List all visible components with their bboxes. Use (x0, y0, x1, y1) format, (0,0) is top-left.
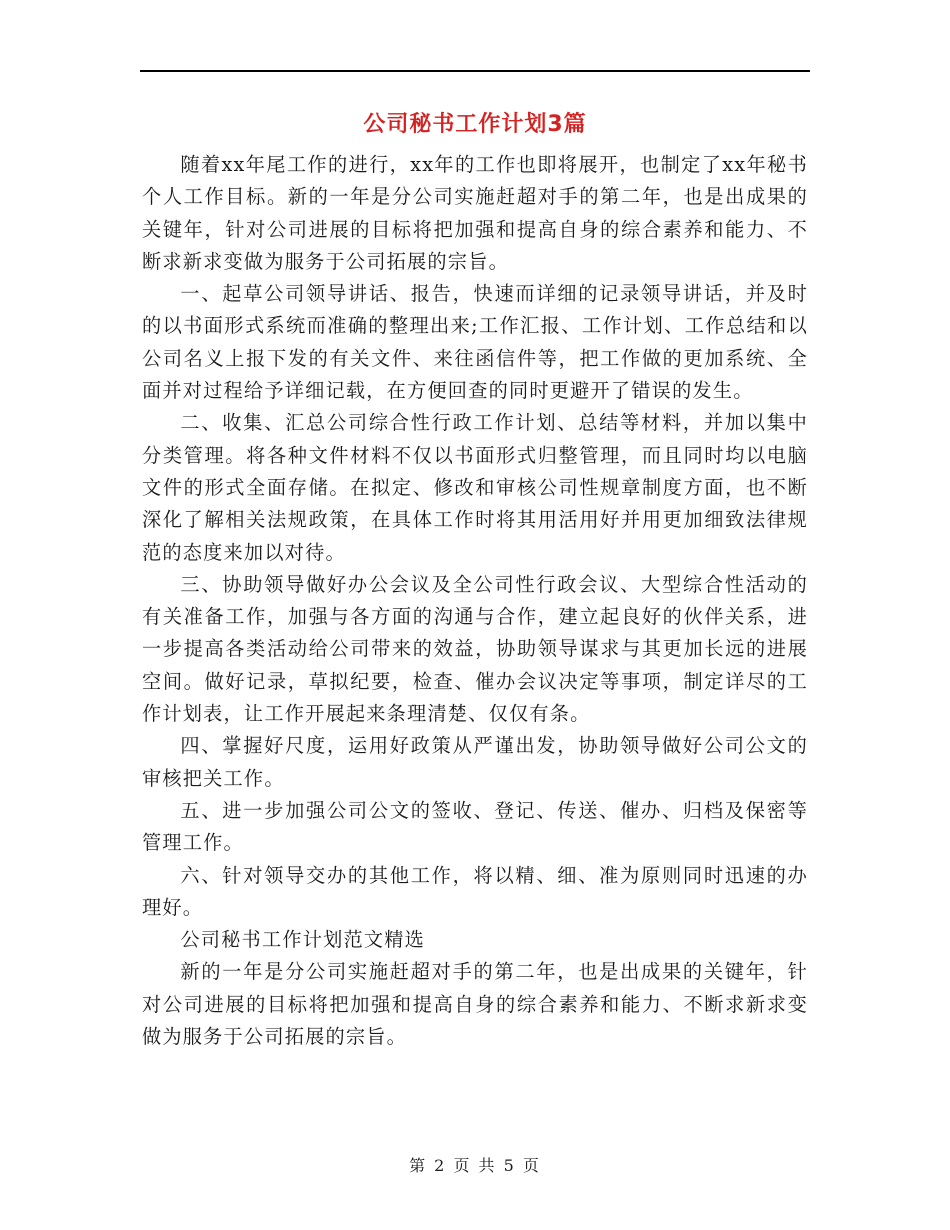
paragraph-item-5: 五、进一步加强公司公文的签收、登记、传送、催办、归档及保密等管理工作。 (142, 798, 808, 855)
document-title: 公司秘书工作计划3篇 (363, 112, 587, 137)
header-rule (140, 70, 810, 72)
paragraph-closing: 新的一年是分公司实施赶超对手的第二年，也是出成果的关键年，针对公司进展的目标将把加强和提高自身的综合素养和能力、不断求新求变做为服务于公司拓展的宗旨。 (142, 960, 808, 1049)
document-body (142, 149, 808, 1053)
page-number: 第 2 页 共 5 页 (409, 1156, 541, 1175)
paragraph-item-6: 六、针对领导交办的其他工作，将以精、细、准为原则同时迅速的办理好。 (142, 863, 808, 919)
paragraph-item-1: 一、起草公司领导讲话、报告，快速而详细的记录领导讲话，并及时的以书面形式系统而准确的整理出来;工作汇报、工作计划、工作总结和以公司名义上报下发的有关文件、来往函信件等，把工作做的更加系统、全面并对过程给予详细记载，在方便回查的同时更避开了错误的发生。 (142, 282, 808, 403)
paragraph-intro: 随着xx年尾工作的进行，xx年的工作也即将展开，也制定了xx年秘书个人工作目标。新的一年是分公司实施赶超对手的第二年，也是出成果的关键年，针对公司进展的目标将把加强和提高自身的综合素养和能力、不断求新求变做为服务于公司拓展的宗旨。 (142, 153, 808, 273)
paragraph-item-2: 二、收集、汇总公司综合性行政工作计划、总结等材料，并加以集中分类管理。将各种文件材料不仅以书面形式归整管理，而且同时均以电脑文件的形式全面存储。在拟定、修改和审核公司性规章制度方面，也不断深化了解相关法规政策，在具体工作时将其用活用好并用更加细致法律规范的态度来加以对待。 (142, 411, 808, 564)
section-heading: 公司秘书工作计划范文精选 (180, 928, 426, 952)
paragraph-item-3: 三、协助领导做好办公会议及全公司性行政会议、大型综合性活动的有关准备工作，加强与各方面的沟通与合作，建立起良好的伙伴关系，进一步提高各类活动给公司带来的效益，协助领导谋求与其更加长远的进展空间。做好记录，草拟纪要，检查、催办会议决定等事项，制定详尽的工作计划表，让工作开展起来条理清楚、仅仅有条。 (142, 572, 808, 726)
paragraph-item-4: 四、掌握好尺度，运用好政策从严谨出发，协助领导做好公司公文的审核把关工作。 (142, 734, 808, 790)
